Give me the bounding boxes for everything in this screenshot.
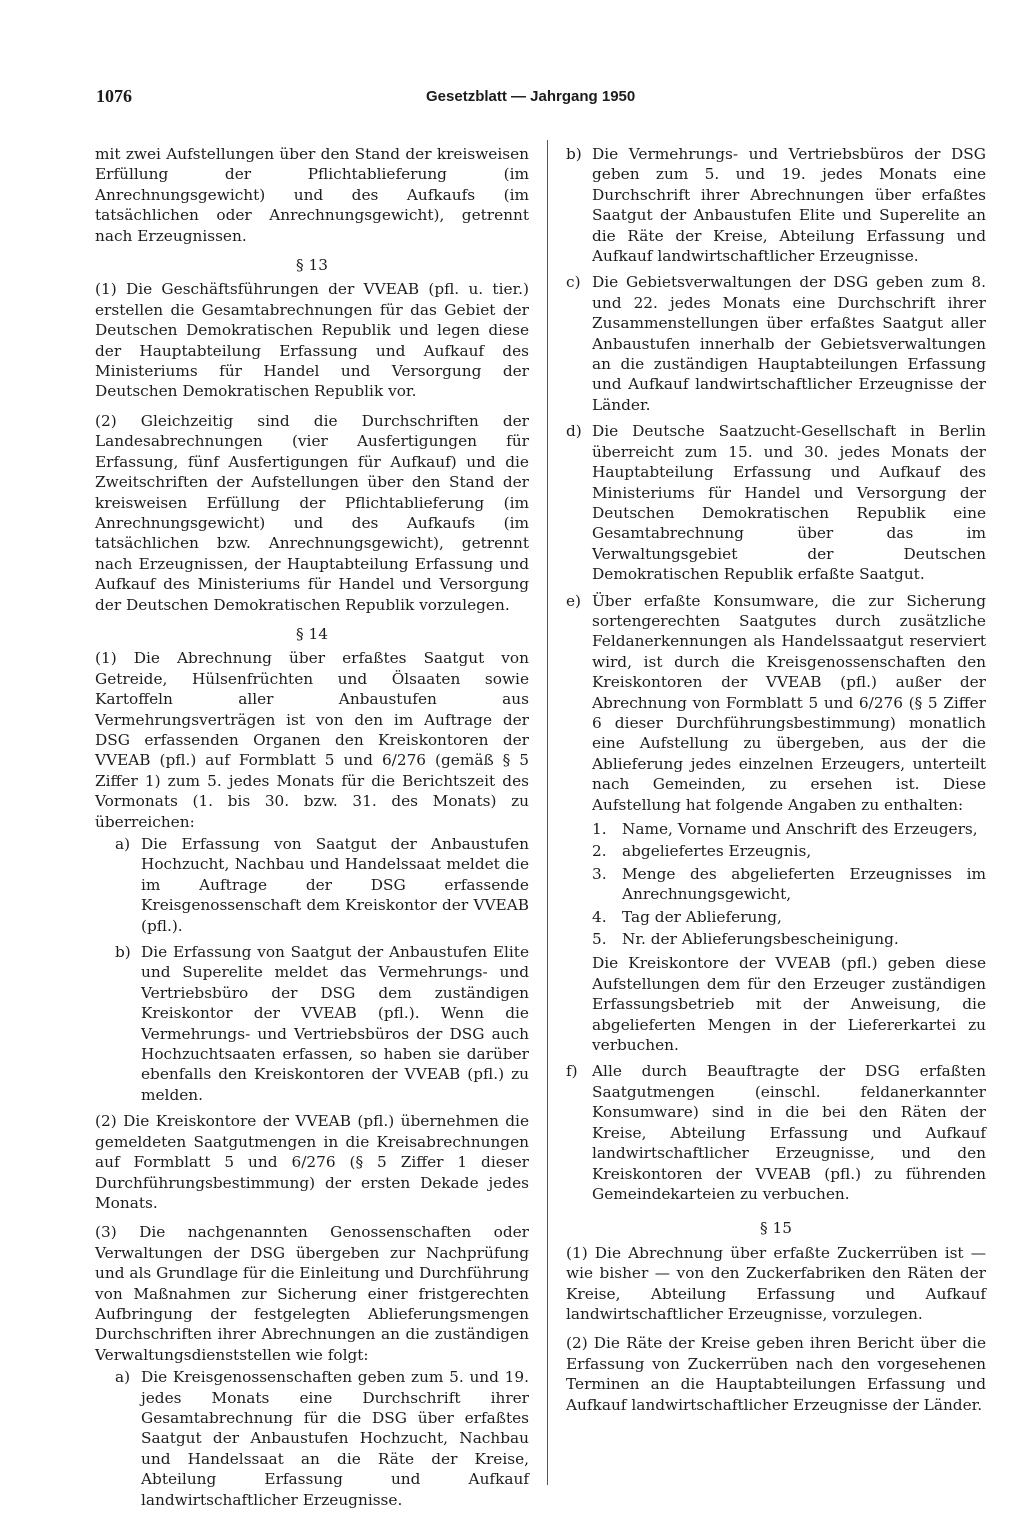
list-text: Die Kreisgenossenschaften geben zum 5. und 19. jedes Monats eine Durchschrift ihrer Gesamtabrechnung für die DSG über erfaßtes Saatgut der Anbaustufen Hochzucht, Nachbau und Handelssaat an die Räte der Kreise, Abteilung Erfassung und Aufkauf landwirtschaftlicher Erzeugnisse. — [141, 1368, 529, 1509]
numbered-text: Nr. der Ablieferungsbescheinigung. — [622, 930, 899, 949]
right-column — [566, 144, 986, 1424]
section-14-para-1: (1) Die Abrechnung über erfaßtes Saatgut von Getreide, Hülsenfrüchten und Ölsaaten sowie Kartoffeln aller Anbaustufen aus Vermehrungsverträgen ist von den im Auftrage der DSG erfassenden Organen den Kreiskontoren der VVEAB (pfl.) auf Formblatt 5 und 6/276 (gemäß § 5 Ziffer 1) zum 5. jedes Monats für die Berichtszeit des Vormonats (1. bis 30. bzw. 31. des Monats) zu überreichen: — [95, 649, 529, 831]
list-item — [566, 144, 986, 266]
list-item — [566, 272, 986, 415]
section-15-para-2: (2) Die Räte der Kreise geben ihren Bericht über die Erfassung von Zuckerrüben nach den vorgesehenen Terminen an die Hauptabteilungen Erfassung und Aufkauf landwirtschaftlicher Erzeugnisse der Länder. — [566, 1334, 986, 1414]
page-number: 1076 — [96, 86, 132, 106]
list-item — [95, 834, 529, 936]
section-13-heading: § 13 — [296, 256, 328, 275]
numbered-item — [592, 929, 986, 949]
section-14-heading: § 14 — [296, 624, 328, 643]
column-divider — [547, 140, 548, 1485]
list-label: e) — [566, 591, 582, 610]
list-label: d) — [566, 422, 582, 441]
list-label: c) — [566, 273, 581, 292]
list-item — [566, 591, 986, 1056]
list-item — [566, 1061, 986, 1204]
section-15-heading: § 15 — [760, 1219, 792, 1238]
numbered-text: Tag der Ablieferung, — [622, 907, 782, 926]
list-label: b) — [566, 145, 582, 163]
paragraph-continuation: mit zwei Aufstellungen über den Stand der kreisweisen Erfüllung der Pflichtablieferung (im Anrechnungsgewicht) und des Aufkaufs (im tatsächlichen oder Anrechnungsgewicht), getrennt nach Erzeugnissen. — [95, 145, 529, 245]
list-text: Die Deutsche Saatzucht-Gesellschaft in Berlin überreicht zum 15. und 30. jedes Monats der Hauptabteilung Erfassung und Aufkauf des Ministeriums für Handel und Versorgung der Deutschen Demokratischen Republik eine Gesamtabrechnung über das im Verwaltungsgebiet der Deutschen Demokratischen Republik erfaßte Saatgut. — [592, 422, 986, 584]
list-label: a) — [115, 835, 131, 853]
number-label: 5. — [592, 930, 607, 949]
list-text-block — [592, 591, 986, 1056]
section-14-para-3: (3) Die nachgenannten Genossenschaften oder Verwaltungen der DSG übergeben zur Nachprüfung und als Grundlage für die Einleitung und Durchführung von Maßnahmen zur Sicherung einer fristgerechten Aufbringung der festgelegten Ablieferungsmengen Durchschriften ihrer Abrechnungen an die zuständigen Verwaltungsdienststellen wie folgt: — [95, 1223, 529, 1364]
section-13-para-1: (1) Die Geschäftsführungen der VVEAB (pfl. u. tier.) erstellen die Gesamtabrechnungen für das Gebiet der Deutschen Demokratischen Republik und legen diese der Hauptabteilung Erfassung und Aufkauf des Ministeriums für Handel und Versorgung der Deutschen Demokratischen Republik vor. — [95, 280, 529, 401]
list-item — [566, 421, 986, 584]
numbered-text: Name, Vorname und Anschrift des Erzeugers, — [622, 820, 978, 838]
list-text: Die Erfassung von Saatgut der Anbaustufen Elite und Superelite meldet das Vermehrungs- und Vertriebsbüro der DSG dem zuständigen Kreiskontor der VVEAB (pfl.). Wenn die Vermehrungs- und Vertriebsbüros der DSG auch Hochzuchtsaaten erfassen, so haben sie darüber ebenfalls den Kreiskontoren der VVEAB (pfl.) zu melden. — [141, 943, 529, 1104]
list-item — [95, 1367, 529, 1510]
section-15-para-1: (1) Die Abrechnung über erfaßte Zuckerrüben ist — wie bisher — von den Zuckerfabriken den Räten der Kreise, Abteilung Erfassung und Aufkauf landwirtschaftlicher Erzeugnisse, vorzulegen. — [566, 1243, 986, 1323]
list-text: Die Erfassung von Saatgut der Anbaustufen Hochzucht, Nachbau und Handelssaat meldet die im Auftrage der DSG erfassende Kreisgenossenschaft dem Kreiskontor der VVEAB (pfl.). — [141, 835, 529, 935]
list-text: Die Gebietsverwaltungen der DSG geben zum 8. und 22. jedes Monats eine Durchschrift ihrer Zusammenstellungen über erfaßtes Saatgut aller Anbaustufen innerhalb der Gebietsverwaltungen an die zuständigen Hauptabteilungen Erfassung und Aufkauf landwirtschaftlicher Erzeugnisse der Länder. — [592, 273, 986, 414]
list-label: a) — [115, 1368, 131, 1387]
number-label: 4. — [592, 907, 607, 926]
left-column — [95, 144, 529, 1516]
page-header — [96, 86, 976, 112]
section-14-para-2: (2) Die Kreiskontore der VVEAB (pfl.) übernehmen die gemeldeten Saatgutmengen in die Kreisabrechnungen auf Formblatt 5 und 6/276 (§ 5 Ziffer 1 dieser Durchführungsbestimmung) der ersten Dekade jedes Monats. — [95, 1112, 529, 1212]
number-label: 2. — [592, 842, 607, 861]
list-label: f) — [566, 1062, 578, 1081]
numbered-item — [592, 841, 986, 861]
numbered-text: abgeliefertes Erzeugnis, — [622, 842, 812, 861]
list-text: Alle durch Beauftragte der DSG erfaßten Saatgutmengen (einschl. feldanerkannter Konsumware) sind in die bei den Räten der Kreise, Abteilung Erfassung und Aufkauf landwirtschaftlicher Erzeugnisse, und den Kreiskontoren der VVEAB (pfl.) zu führenden Gemeindekarteien zu verbuchen. — [592, 1062, 986, 1203]
list-label: b) — [115, 943, 131, 962]
numbered-item — [592, 907, 986, 927]
section-13-para-2: (2) Gleichzeitig sind die Durchschriften der Landesabrechnungen (vier Ausfertigungen für Erfassung, fünf Ausfertigungen für Aufkauf) und die Zweitschriften der Aufstellungen über den Stand der kreisweisen Erfüllung der Pflichtablieferung (im Anrechnungsgewicht) und des Aufkaufs (im tatsächlichen bzw. Anrechnungsgewicht), getrennt nach Erzeugnissen, der Hauptabteilung Erfassung und Aufkauf des Ministeriums für Handel und Versorgung der Deutschen Demokratischen Republik vorzulegen. — [95, 411, 529, 614]
number-label: 1. — [592, 820, 607, 838]
list-text: Die Vermehrungs- und Vertriebsbüros der DSG geben zum 5. und 19. jedes Monats eine Durchschrift ihrer Abrechnungen über erfaßtes Saatgut der Anbaustufen Elite und Superelite an die Räte der Kreise, Abteilung Erfassung und Aufkauf landwirtschaftlicher Erzeugnisse. — [592, 145, 986, 266]
numbered-item — [592, 864, 986, 905]
list-item — [95, 942, 529, 1105]
running-title: Gesetzblatt — Jahrgang 1950 — [426, 88, 636, 105]
numbered-item — [592, 819, 986, 839]
numbered-text: Menge des abgelieferten Erzeugnisses im Anrechnungsgewicht, — [622, 864, 986, 904]
number-label: 3. — [592, 864, 607, 883]
list-text: Über erfaßte Konsumware, die zur Sicherung sortengerechten Saatgutes durch zusätzliche Feldanerkennungen als Handelssaatgut reserviert wird, ist durch die Kreisgenossenschaften den Kreiskontoren der VVEAB (pfl.) außer der Abrechnung von Formblatt 5 und 6/276 (§ 5 Ziffer 6 dieser Durchführungsbestimmung) monatlich eine Aufstellung zu übergeben, aus der die Ablieferung jedes einzelnen Erzeugers, unterteilt nach Gemeinden, zu ersehen ist. Diese Aufstellung hat folgende Angaben zu enthalten: — [592, 591, 986, 814]
list-closing-text: Die Kreiskontore der VVEAB (pfl.) geben diese Aufstellungen dem für den Erzeuger zuständigen Erfassungsbetrieb mit der Anweisung, die abgelieferten Mengen in der Liefererkartei zu verbuchen. — [592, 954, 986, 1055]
